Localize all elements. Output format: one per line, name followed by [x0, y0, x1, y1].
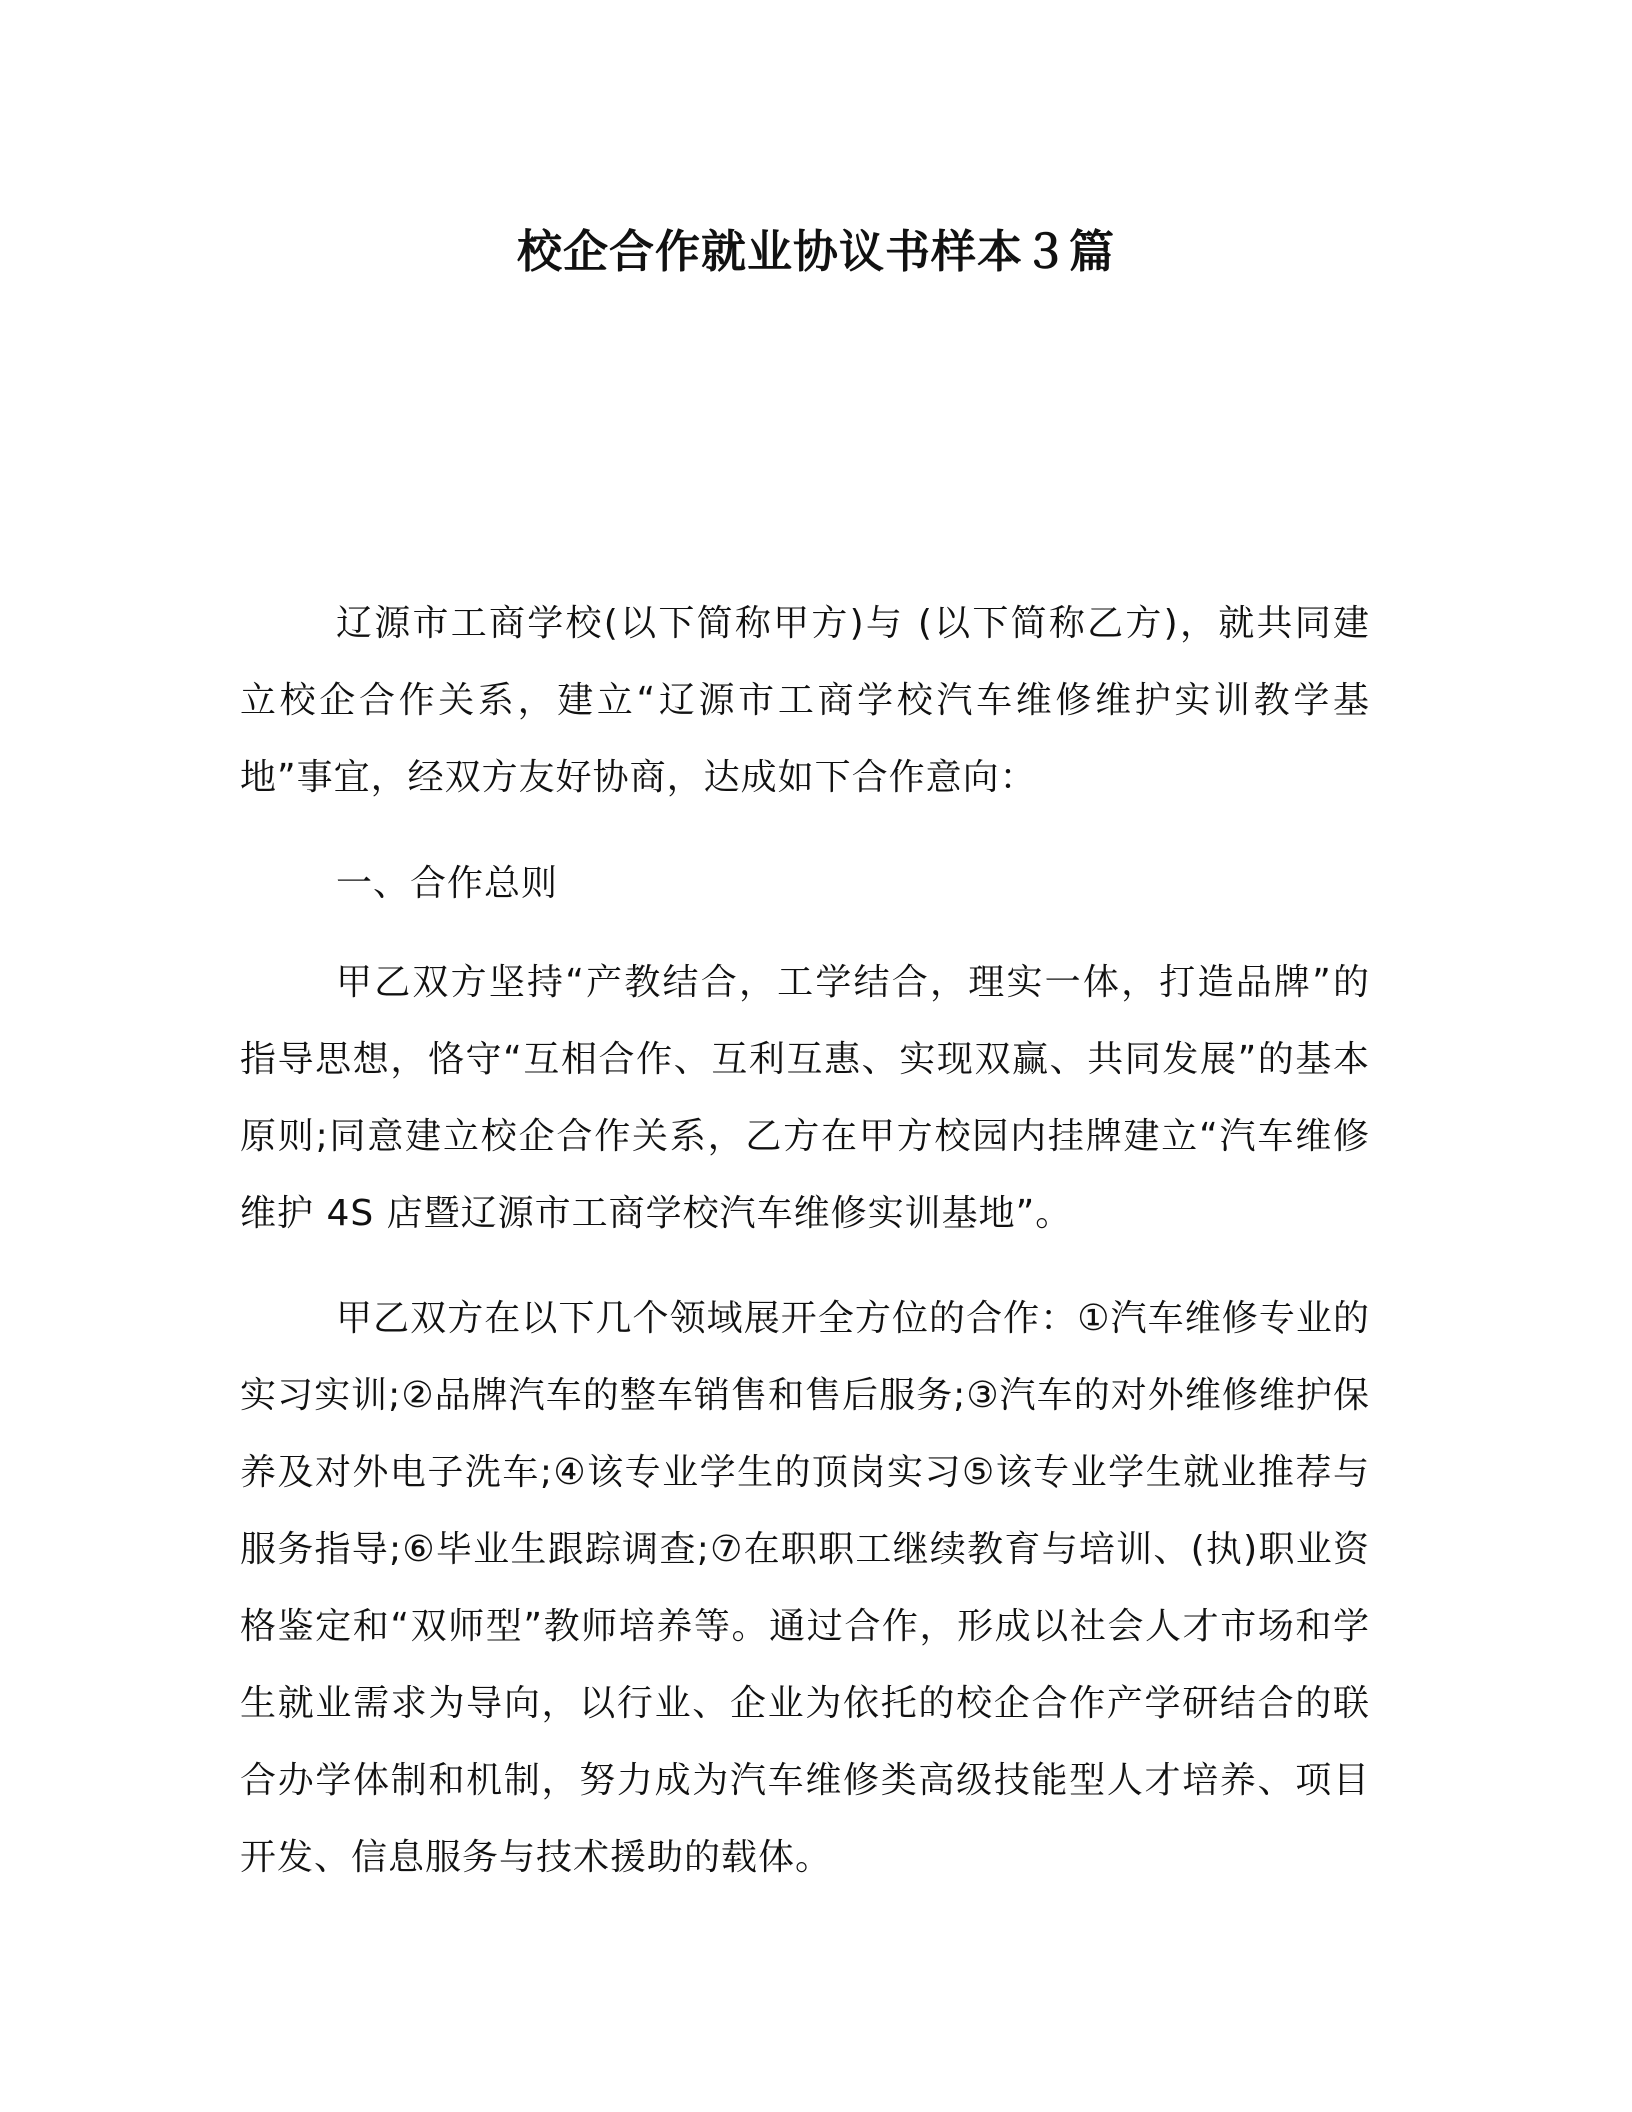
document-title: 校企合作就业协议书样本３篇 [516, 225, 1115, 278]
principles-paragraph-block [240, 944, 1370, 1252]
intro-paragraph-block [240, 585, 1370, 816]
section-heading: 一、合作总则 [336, 863, 559, 904]
cooperation-paragraph-block [240, 1280, 1370, 1896]
cooperation-paragraph: 甲乙双方在以下几个领域展开全方位的合作：①汽车维修专业的实习实训;②品牌汽车的整车销售和售后服务;③汽车的对外维修维护保养及对外电子洗车;④该专业学生的顶岗实习⑤该专业学生就业推荐与服务指导;⑥毕业生跟踪调查;⑦在职职工继续教育与培训、(执)职业资格鉴定和“双师型”教师培养等。通过合作，形成以社会人才市场和学生就业需求为导向，以行业、企业为依托的校企合作产学研结合的联合办学体制和机制，努力成为汽车维修类高级技能型人才培养、项目开发、信息服务与技术援助的载体。 [240, 1298, 1370, 1878]
intro-paragraph: 辽源市工商学校(以下简称甲方)与 (以下简称乙方)，就共同建立校企合作关系，建立“辽源市工商学校汽车维修维护实训教学基地”事宜，经双方友好协商，达成如下合作意向： [240, 603, 1370, 798]
principles-paragraph: 甲乙双方坚持“产教结合，工学结合，理实一体，打造品牌”的指导思想，恪守“互相合作、互利互惠、实现双赢、共同发展”的基本原则;同意建立校企合作关系，乙方在甲方校园内挂牌建立“汽车维修维护 4S 店暨辽源市工商学校汽车维修实训基地”。 [240, 962, 1370, 1234]
section-heading-block [240, 845, 1370, 922]
